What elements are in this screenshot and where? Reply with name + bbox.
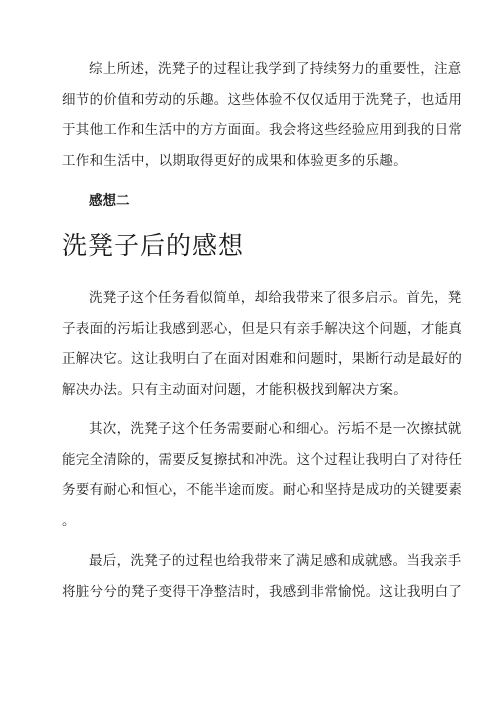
text-line: 解决办法。只有主动面对问题，才能积极找到解决方案。 <box>62 381 407 398</box>
paragraph-summary <box>62 54 463 176</box>
text-line: 子表面的污垢让我感到恶心，但是只有亲手解决这个问题，才能真 <box>62 320 463 337</box>
text-line: 。 <box>62 512 76 529</box>
text-line: 最后，洗凳子的过程也给我带来了满足感和成就感。当我亲手 <box>89 553 462 569</box>
text-line: 细节的价值和劳动的乐趣。这些体验不仅仅适用于洗凳子，也适用 <box>62 91 463 108</box>
text-line: 于其他工作和生活中的方方面面。我会将这些经验应用到我的日常 <box>62 122 463 138</box>
text-line: 其次，洗凳子这个任务需要耐心和细心。污垢不是一次擦拭就 <box>89 421 462 437</box>
paragraph-first-point <box>62 283 463 405</box>
paragraph-third-point <box>62 546 463 607</box>
text-line: 洗凳子这个任务看似简单，却给我带来了很多启示。首先，凳 <box>89 290 462 306</box>
paragraph-second-point <box>62 414 463 536</box>
text-line: 务要有耐心和恒心，不能半途而废。耐心和坚持是成功的关键要素 <box>62 482 463 498</box>
page-title: 洗凳子后的感想 <box>62 231 245 260</box>
text-line: 工作和生活中，以期取得更好的成果和体验更多的乐趣。 <box>62 152 407 169</box>
text-line: 能完全清除的，需要反复擦拭和冲洗。这个过程让我明白了对待任 <box>62 451 463 468</box>
text-line: 综上所述，洗凳子的过程让我学到了持续努力的重要性，注意 <box>89 61 462 77</box>
text-line: 正解决它。这让我明白了在面对困难和问题时，果断行动是最好的 <box>62 351 463 367</box>
section-subheading: 感想二 <box>89 193 130 209</box>
text-line: 将脏兮兮的凳子变得干净整洁时，我感到非常愉悦。这让我明白了 <box>62 583 463 600</box>
